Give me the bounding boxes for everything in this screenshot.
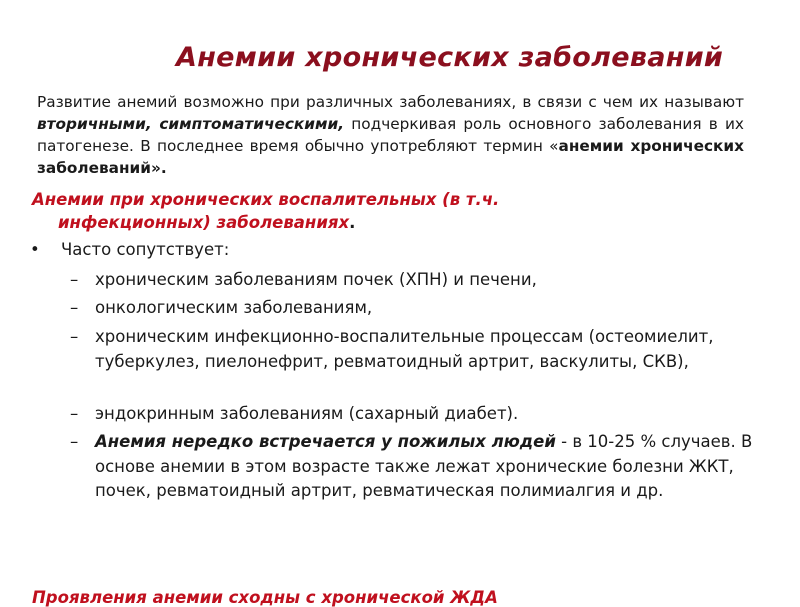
sub-item-text: хроническим заболеваниям почек (ХПН) и печени,	[95, 270, 537, 289]
sub-item-text: эндокринным заболеваниям (сахарный диабет).	[95, 404, 519, 423]
elderly-rest-text: - в 10-25 % случаев. В основе анемии в этом возрасте также лежат хронические болезни ЖКТ, почек, ревматоидный артрит, ревматическая полимиалгия и др.	[95, 432, 753, 500]
intro-text-1: Развитие анемий возможно при различных заболеваниях, в связи с чем их называют	[37, 93, 744, 111]
intro-bold-1: вторичными, симптоматическими,	[37, 115, 345, 133]
intro-text-2: подчеркивая роль основного заболевания в их патогенезе. В последнее время обычно употребляют термин «	[37, 115, 744, 155]
dash-icon: –	[70, 432, 79, 451]
dash-icon: –	[70, 327, 79, 346]
elderly-bold-text: Анемия нередко встречается у пожилых людей	[95, 432, 556, 451]
intro-paragraph	[37, 91, 744, 179]
section-heading-line2: инфекционных) заболеваниях.	[58, 213, 356, 232]
section-heading	[32, 188, 732, 234]
dash-icon: –	[70, 404, 79, 423]
slide-title: Анемии хронических заболеваний	[176, 42, 724, 73]
bullet-text: Часто сопутствует:	[61, 240, 230, 259]
intro-text-3: ».	[151, 159, 167, 177]
dash-icon: –	[70, 298, 79, 317]
cutoff-heading: Проявления анемии сходны с хронической ЖДА	[32, 588, 498, 607]
bullet-icon: •	[30, 240, 40, 259]
intro-bold-2: анемии хронических заболеваний	[37, 137, 745, 177]
section-heading-line1: Анемии при хронических воспалительных (в т.ч.	[32, 190, 500, 209]
dash-icon: –	[70, 270, 79, 289]
sub-item-text	[95, 430, 775, 504]
sub-item-text: хроническим инфекционно-воспалительные процессам (остеомиелит, туберкулез, пиелонефрит, ревматоидный артрит, васкулиты, СКВ),	[95, 327, 714, 371]
sub-item-text: онкологическим заболеваниям,	[95, 298, 373, 317]
